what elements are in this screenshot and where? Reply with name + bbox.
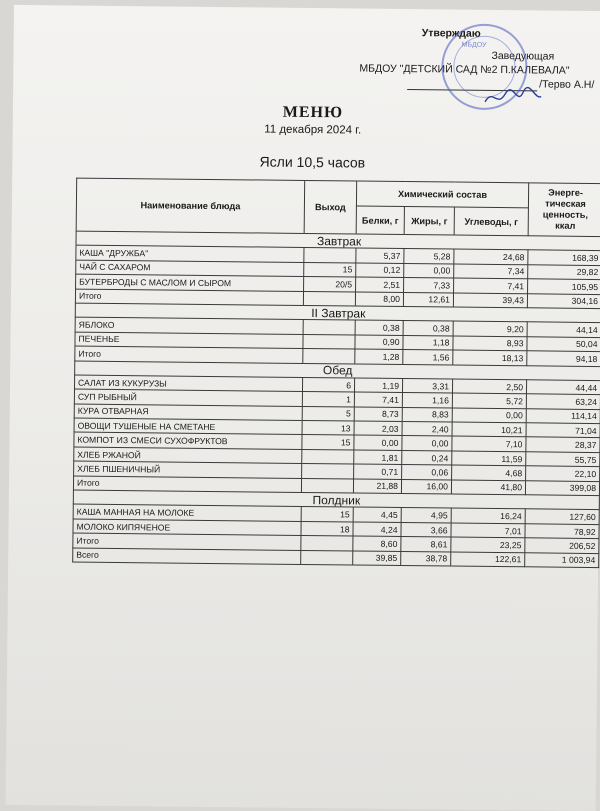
protein-value: 1,19 (354, 378, 402, 393)
carb-value: 39,43 (453, 293, 527, 308)
dish-name: Итого (75, 346, 303, 363)
protein-value: 0,12 (356, 263, 404, 278)
energy-value: 55,75 (526, 452, 600, 467)
energy-value: 50,04 (527, 337, 600, 352)
dish-yield (302, 449, 354, 464)
section-title: Обед (75, 361, 600, 381)
carb-value: 9,20 (453, 321, 527, 336)
dish-yield: 18 (301, 521, 353, 536)
carb-value: 122,61 (451, 552, 525, 567)
fat-value: 12,61 (403, 292, 453, 307)
fat-value: 3,66 (401, 522, 451, 537)
protein-value: 0,90 (355, 335, 403, 350)
dish-name: КАША МАННАЯ НА МОЛОКЕ (73, 504, 301, 521)
energy-value: 44,14 (527, 322, 600, 337)
protein-value: 1,28 (355, 349, 403, 364)
dish-name: ХЛЕБ ПШЕНИЧНЫЙ (74, 461, 302, 478)
approval-name: /Терво А.Н/ (539, 78, 595, 91)
dish-yield (303, 320, 355, 335)
dish-name: МОЛОКО КИПЯЧЕНОЕ (73, 519, 301, 536)
dish-name: ХЛЕБ РЖАНОЙ (74, 447, 302, 464)
approval-title: Утверждаю (421, 27, 481, 40)
carb-value: 7,34 (454, 264, 528, 279)
dish-name: СУП РЫБНЫЙ (74, 389, 302, 406)
dish-name: КУРА ОТВАРНАЯ (74, 404, 302, 421)
energy-value: 114,14 (526, 408, 600, 423)
energy-value: 1 003,94 (525, 552, 599, 567)
fat-value: 1,56 (403, 350, 453, 365)
fat-value: 0,38 (403, 321, 453, 336)
col-header-carb: Углеводы, г (454, 208, 528, 236)
dish-yield (303, 349, 355, 364)
protein-value: 5,37 (356, 248, 404, 263)
approval-org: МБДОУ "ДЕТСКИЙ САД №2 П.КАЛЕВАЛА" (359, 62, 570, 77)
protein-value: 21,88 (353, 479, 401, 494)
col-header-name: Наименование блюда (76, 178, 305, 233)
protein-value: 1,81 (354, 450, 402, 465)
dish-yield: 15 (301, 507, 353, 522)
dish-yield: 6 (302, 377, 354, 392)
fat-value: 0,00 (404, 263, 454, 278)
dish-yield: 1 (302, 392, 354, 407)
fat-value: 7,33 (404, 278, 454, 293)
energy-value: 44,44 (527, 380, 600, 395)
fat-value: 5,28 (404, 249, 454, 264)
protein-value: 2,03 (354, 421, 402, 436)
dish-name: САЛАТ ИЗ КУКУРУЗЫ (74, 375, 302, 392)
carb-value: 11,59 (452, 451, 526, 466)
col-header-protein: Белки, г (356, 206, 404, 234)
section-title: Полдник (73, 490, 599, 510)
carb-value: 5,72 (452, 393, 526, 408)
carb-value: 0,00 (452, 408, 526, 423)
protein-value: 0,38 (355, 320, 403, 335)
dish-name: ПЕЧЕНЬЕ (75, 332, 303, 349)
fat-value: 2,40 (402, 422, 452, 437)
carb-value: 7,10 (452, 436, 526, 451)
energy-value: 399,08 (525, 480, 599, 495)
energy-value: 28,37 (526, 437, 600, 452)
col-header-yield: Выход (304, 180, 357, 234)
dish-name: Итого (73, 476, 301, 493)
protein-value: 39,85 (353, 551, 401, 566)
energy-value: 304,16 (527, 293, 600, 308)
energy-value: 78,92 (525, 524, 599, 539)
approval-head: Заведующая (491, 49, 555, 63)
dish-name: КАША "ДРУЖБА" (76, 245, 304, 262)
dish-yield (304, 248, 356, 263)
fat-value: 0,00 (402, 436, 452, 451)
protein-value: 4,24 (353, 522, 401, 537)
dish-yield: 13 (302, 421, 354, 436)
carb-value: 24,68 (454, 249, 528, 264)
protein-value: 8,00 (355, 292, 403, 307)
col-header-fat: Жиры, г (404, 207, 454, 235)
dish-name: ЧАЙ С САХАРОМ (76, 260, 304, 277)
protein-value: 0,00 (354, 435, 402, 450)
fat-value: 16,00 (401, 479, 451, 494)
fat-value: 0,06 (402, 465, 452, 480)
protein-value: 7,41 (354, 392, 402, 407)
energy-value: 168,39 (528, 250, 600, 265)
dish-name: Всего (73, 548, 301, 565)
dish-name: БУТЕРБРОДЫ С МАСЛОМ И СЫРОМ (76, 274, 304, 291)
fat-value: 38,78 (401, 551, 451, 566)
carb-value: 2,50 (452, 379, 526, 394)
energy-value: 127,60 (525, 509, 599, 524)
carb-value: 41,80 (451, 480, 525, 495)
dish-yield: 15 (302, 435, 354, 450)
energy-value: 105,95 (528, 279, 600, 294)
dish-yield (301, 478, 353, 493)
dish-yield: 15 (304, 262, 356, 277)
energy-value: 22,10 (526, 466, 600, 481)
energy-value: 206,52 (525, 538, 599, 553)
energy-value: 63,24 (526, 394, 600, 409)
dish-name: КОМПОТ ИЗ СМЕСИ СУХОФРУКТОВ (74, 433, 302, 450)
energy-value: 29,82 (528, 265, 600, 280)
dish-name: Итого (73, 533, 301, 550)
energy-value: 94,18 (527, 351, 600, 366)
section-title: II Завтрак (75, 303, 600, 323)
carb-value: 18,13 (453, 350, 527, 365)
protein-value: 4,45 (353, 507, 401, 522)
carb-value: 23,25 (451, 537, 525, 552)
fat-value: 8,83 (402, 407, 452, 422)
protein-value: 8,60 (353, 536, 401, 551)
dish-yield (303, 334, 355, 349)
dish-name: Итого (75, 289, 303, 306)
section-title: Завтрак (76, 231, 600, 251)
dish-name: ОВОЩИ ТУШЕНЫЕ НА СМЕТАНЕ (74, 418, 302, 435)
fat-value: 1,18 (403, 335, 453, 350)
carb-value: 10,21 (452, 422, 526, 437)
protein-value: 0,71 (354, 464, 402, 479)
document-page (6, 5, 600, 811)
protein-value: 8,73 (354, 407, 402, 422)
dish-yield (301, 536, 353, 551)
dish-yield (301, 550, 353, 565)
document-title: МЕНЮ (282, 103, 344, 122)
protein-value: 2,51 (356, 277, 404, 292)
document-date: 11 декабря 2024 г. (264, 123, 362, 137)
carb-value: 16,24 (451, 508, 525, 523)
dish-name: ЯБЛОКО (75, 317, 303, 334)
col-header-energy: Энерге-тическая ценность, ккал (528, 183, 600, 237)
carb-value: 8,93 (453, 336, 527, 351)
stamp-seal: МБДОУ (441, 23, 528, 110)
energy-value: 71,04 (526, 423, 600, 438)
fat-value: 0,24 (402, 450, 452, 465)
dish-yield: 5 (302, 406, 354, 421)
carb-value: 7,01 (451, 523, 525, 538)
group-label: Ясли 10,5 часов (259, 153, 366, 171)
carb-value: 7,41 (454, 278, 528, 293)
carb-value: 4,68 (452, 465, 526, 480)
dish-yield (303, 291, 355, 306)
fat-value: 4,95 (401, 508, 451, 523)
fat-value: 1,16 (402, 393, 452, 408)
fat-value: 3,31 (402, 378, 452, 393)
col-header-chem: Химический состав (356, 181, 528, 208)
dish-yield: 20/5 (304, 277, 356, 292)
fat-value: 8,61 (401, 537, 451, 552)
dish-yield (302, 464, 354, 479)
menu-table (72, 178, 600, 568)
